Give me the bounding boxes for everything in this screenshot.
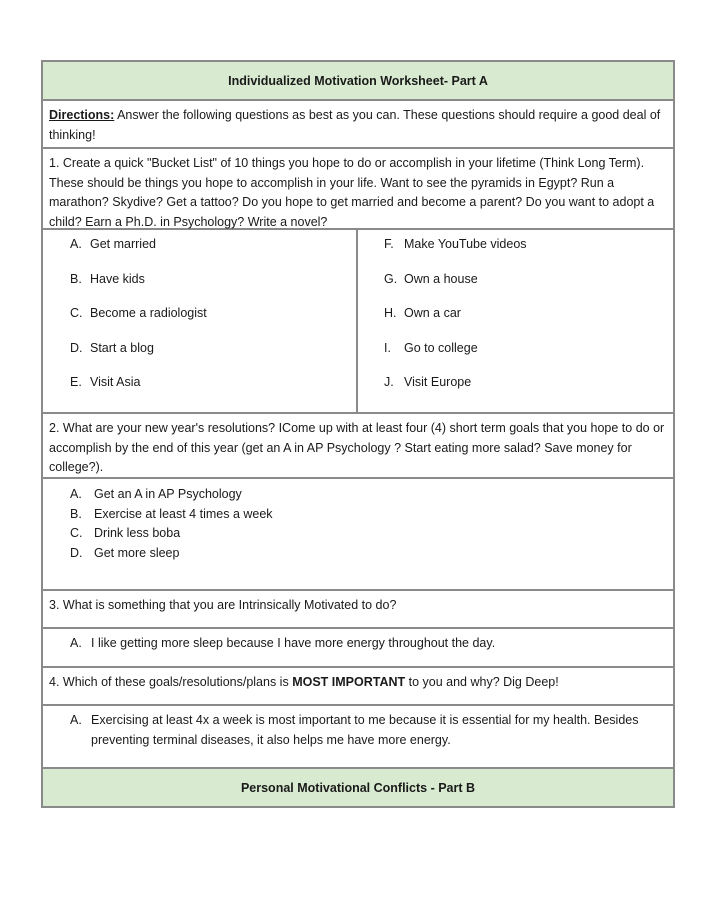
question-4-prompt: 4. Which of these goals/resolutions/plans is MOST IMPORTANT to you and why? Dig Deep! [49,675,559,689]
question-3-row [43,591,673,629]
bucket-list-table [43,230,673,414]
part-a-header [43,62,673,101]
directions-text: Answer the following questions as best as you can. These questions should require a good deal of thinking! [49,108,661,142]
list-item: I. Go to college [384,340,478,355]
list-item: H. Own a car [384,306,461,320]
bucket-list-right-column [358,230,673,412]
part-a-title: Individualized Motivation Worksheet- Part A [228,73,488,88]
question-2-row [43,414,673,479]
list-item: A. Get married [70,237,156,251]
list-item: D. Get more sleep [70,546,180,561]
question-2-answers [43,479,673,591]
list-item: B. Exercise at least 4 times a week [70,506,273,521]
question-4-answer: Exercising at least 4x a week is most important to me because it is essential for my health. Besides preventing terminal diseases, it also helps me have more energy. [91,713,639,747]
list-item: D. Start a blog [70,340,154,355]
question-1-prompt: 1. Create a quick "Bucket List" of 10 things you hope to do or accomplish in your lifetime (Think Long Term). These should be things you hope to accomplish in your life. Want to see the pyramids in Egypt? Run a marathon? Skydive? Get a tattoo? Do you hope to get married and become a parent? Do you want to adopt a child? Earn a Ph.D. in Psychology? Write a novel? [49,156,655,229]
part-b-title: Personal Motivational Conflicts - Part B [240,780,476,795]
part-b-header [43,769,673,808]
list-item: C. Become a radiologist [70,306,207,320]
list-item: E. Visit Asia [70,375,141,389]
list-item: A. I like getting more sleep because I have more energy throughout the day. [43,629,673,654]
list-item: A. Exercising at least 4x a week is most important to me because it is essential for my health. Besides preventing terminal diseases, it also helps me have more energy. [43,706,673,750]
worksheet-table [41,60,675,808]
list-item: F. Make YouTube videos [384,237,527,251]
question-3-prompt: 3. What is something that you are Intrinsically Motivated to do? [49,598,397,612]
list-item: B. Have kids [70,271,145,286]
question-4-row [43,668,673,706]
question-4-answer-row [43,706,673,769]
list-item: J. Visit Europe [384,375,472,389]
bucket-list-left-column [43,230,358,412]
list-item: G. Own a house [384,271,478,286]
question-3-answer: I like getting more sleep because I have more energy throughout the day. [91,636,496,650]
directions-row [43,101,673,149]
list-item: A. Get an A in AP Psychology [70,487,242,501]
question-2-prompt: 2. What are your new year's resolutions? ICome up with at least four (4) short term goals that you hope to do or accomplish by the end of this year (get an A in AP Psychology ? Start eating more salad? Save money for college?). [49,421,665,474]
question-1-row [43,149,673,230]
question-3-answer-row [43,629,673,668]
list-item: C. Drink less boba [70,526,181,541]
directions-label: Directions: [49,108,115,122]
